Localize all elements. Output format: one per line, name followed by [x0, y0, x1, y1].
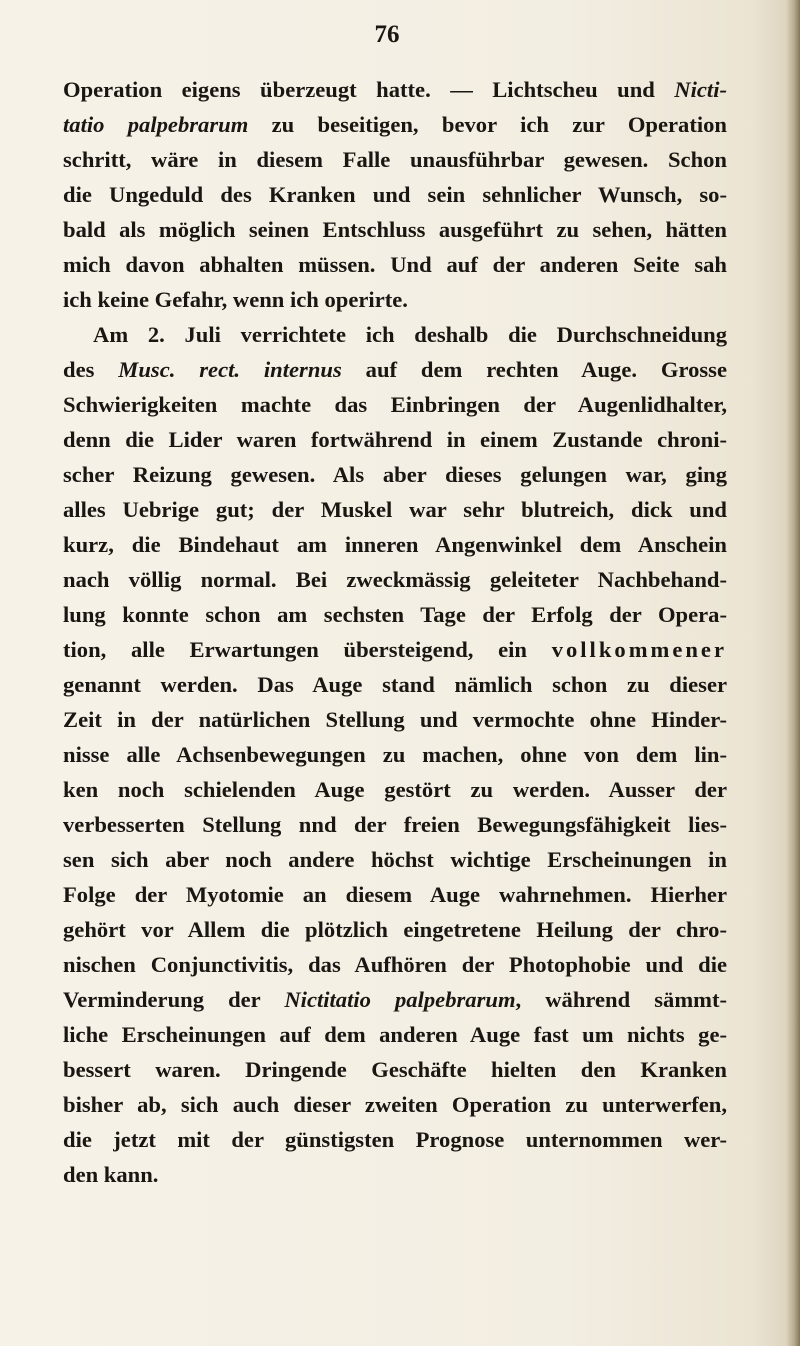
- italic-term: Nicti-: [674, 77, 727, 102]
- text-segment: mich davon abhalten müssen. Und auf der anderen Seite sah: [63, 252, 727, 277]
- text-segment: des: [63, 357, 119, 382]
- text-segment: nischen Conjunctivitis, das Aufhören der Photophobie und die: [63, 952, 727, 977]
- text-line: [63, 247, 727, 282]
- text-segment: ken noch schielenden Auge gestört zu werden. Ausser der: [63, 777, 727, 802]
- text-segment: gehört vor Allem die plötzlich eingetretene Heilung der chro-: [63, 917, 727, 942]
- text-line: [63, 772, 727, 807]
- text-segment: bessert waren. Dringende Geschäfte hielten den Kranken: [63, 1057, 727, 1082]
- text-line: [63, 1157, 727, 1192]
- text-segment: Am 2. Juli verrichtete ich deshalb die Durchschneidung: [93, 322, 727, 347]
- text-line: [63, 912, 727, 947]
- text-segment: genannt werden. Das Auge stand nämlich schon zu dieser: [63, 672, 727, 697]
- text-line: [63, 1017, 727, 1052]
- text-segment: verbesserten Stellung nnd der freien Bewegungsfähigkeit lies-: [63, 812, 727, 837]
- text-segment: tion, alle Erwartungen übersteigend, ein: [63, 637, 552, 662]
- text-line: [63, 527, 727, 562]
- text-line: [63, 72, 727, 107]
- text-line: [63, 807, 727, 842]
- text-line: [63, 562, 727, 597]
- text-segment: kurz, die Bindehaut am inneren Angenwinkel dem Anschein: [63, 532, 727, 557]
- text-line: [63, 457, 727, 492]
- text-line: [63, 947, 727, 982]
- text-segment: zu beseitigen, bevor ich zur Operation: [248, 112, 727, 137]
- text-line: [63, 702, 727, 737]
- text-line: [63, 492, 727, 527]
- text-line: [63, 877, 727, 912]
- text-segment: Schwierigkeiten machte das Einbringen der Augenlidhalter,: [63, 392, 727, 417]
- text-line: [63, 177, 727, 212]
- text-segment: die Ungeduld des Kranken und sein sehnlicher Wunsch, so-: [63, 182, 727, 207]
- text-segment: alles Uebrige gut; der Muskel war sehr blutreich, dick und: [63, 497, 727, 522]
- text-line: [63, 1052, 727, 1087]
- text-line: [63, 982, 727, 1017]
- text-segment: bisher ab, sich auch dieser zweiten Operation zu unterwerfen,: [63, 1092, 727, 1117]
- italic-term: tatio palpebrarum: [63, 112, 249, 137]
- text-segment: lung konnte schon am sechsten Tage der Erfolg der Opera-: [63, 602, 727, 627]
- text-segment: Folge der Myotomie an diesem Auge wahrnehmen. Hierher: [63, 882, 727, 907]
- text-segment: auf dem rechten Auge. Grosse: [341, 357, 728, 382]
- text-line: [63, 317, 727, 352]
- text-line: [63, 667, 727, 702]
- text-line: [63, 632, 727, 667]
- text-segment: vollkommener: [551, 637, 727, 662]
- text-line: [63, 597, 727, 632]
- text-segment: denn die Lider waren fortwährend in einem Zustande chroni-: [63, 427, 727, 452]
- text-segment: die jetzt mit der günstigsten Prognose unternommen wer-: [63, 1127, 727, 1152]
- text-segment: sen sich aber noch andere höchst wichtige Erscheinungen in: [63, 847, 727, 872]
- italic-term: Musc. rect. internus: [118, 357, 342, 382]
- text-line: [63, 737, 727, 772]
- text-segment: Operation eigens überzeugt hatte. — Lichtscheu und: [63, 77, 675, 102]
- text-line: [63, 212, 727, 247]
- text-line: [63, 387, 727, 422]
- text-segment: den kann.: [63, 1162, 159, 1187]
- italic-term: Nictitatio palpebrarum: [284, 987, 516, 1012]
- text-line: [63, 1087, 727, 1122]
- text-line: [63, 107, 727, 142]
- text-line: [63, 422, 727, 457]
- text-segment: Zeit in der natürlichen Stellung und vermochte ohne Hinder-: [63, 707, 727, 732]
- page-number: 76: [374, 21, 400, 48]
- page-edge-shadow: [786, 0, 800, 1346]
- text-segment: , während sämmt-: [515, 987, 728, 1012]
- text-segment: bald als möglich seinen Entschluss ausgeführt zu sehen, hätten: [63, 217, 727, 242]
- text-segment: Verminderung der: [63, 987, 285, 1012]
- text-line: [63, 1122, 727, 1157]
- text-segment: nach völlig normal. Bei zweckmässig geleiteter Nachbehand-: [63, 567, 727, 592]
- text-segment: nisse alle Achsenbewegungen zu machen, ohne von dem lin-: [63, 742, 727, 767]
- text-line: [63, 352, 727, 387]
- text-segment: schritt, wäre in diesem Falle unausführbar gewesen. Schon: [63, 147, 727, 172]
- text-segment: ich keine Gefahr, wenn ich operirte.: [63, 287, 408, 312]
- text-segment: liche Erscheinungen auf dem anderen Auge fast um nichts ge-: [63, 1022, 727, 1047]
- text-line: [63, 842, 727, 877]
- text-segment: scher Reizung gewesen. Als aber dieses gelungen war, ging: [63, 462, 727, 487]
- text-line: [63, 142, 727, 177]
- text-line: [63, 282, 727, 317]
- body-text: [63, 72, 727, 1192]
